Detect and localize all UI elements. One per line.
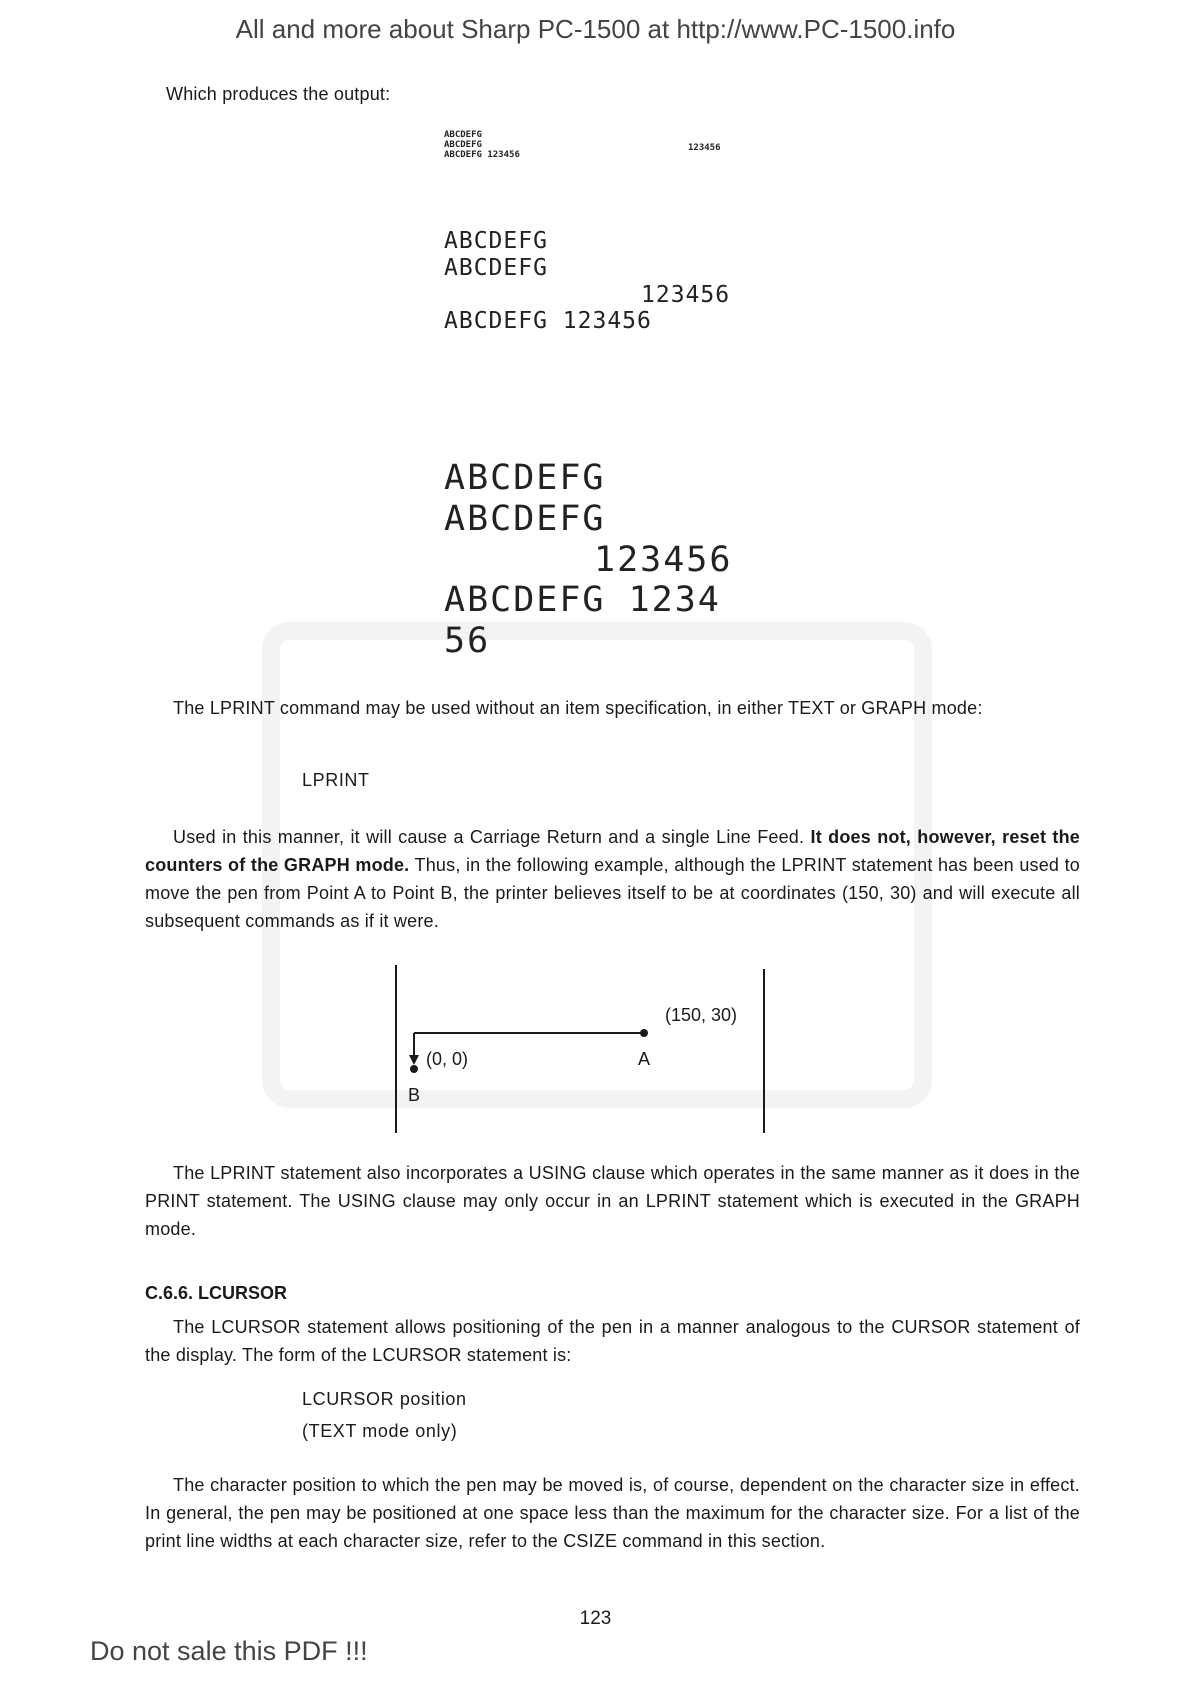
para2-end: Thus, in the following example, although the LPRINT statement has been used to move the pen from Point A to Point B, the printer believes itself to be at coordinates (150, 30) and will execute all subsequent commands as if it were. [145,855,1080,931]
coord-a-label: (150, 30) [665,1005,738,1025]
paragraph-character-position: The character position to which the pen may be moved is, of course, dependent on the character size in effect. In general, the pen may be positioned at one space less than the maximum for the character size. For a list of the print line widths at each character size, refer to the CSIZE command in this section. [145,1475,1080,1551]
header-url: All and more about Sharp PC-1500 at http://www.PC-1500.info [235,14,956,44]
code-lcursor: LCURSOR position [302,1389,467,1409]
output-large-line: ABCDEFG [444,499,606,539]
coord-b-label: (0, 0) [426,1049,469,1069]
section-heading-lcursor: C.6.6. LCURSOR [145,1283,288,1303]
pen-position-diagram [380,965,780,1140]
page-number: 123 [579,1608,612,1629]
arrow-down-icon [409,1055,419,1065]
para2-start: Used in this manner, it will cause a Carriage Return and a single Line Feed. [173,827,805,847]
point-a-label: A [638,1049,651,1069]
output-large-line: ABCDEFG [444,458,606,498]
output-small-line: ABCDEFG [444,140,482,150]
para2-bold: It does not, however, reset the counters of the GRAPH mode. [145,827,1081,875]
output-medium-line: ABCDEFG [444,255,548,281]
intro-text: Which produces the output: [166,84,391,104]
output-small-line: ABCDEFG [444,130,482,140]
point-b-dot [410,1065,418,1073]
point-a-dot [640,1029,648,1037]
output-medium-line: ABCDEFG 123456 [444,308,652,334]
output-large-line: ABCDEFG 1234 [444,580,721,620]
code-lprint: LPRINT [302,770,370,790]
output-small-number: 123456 [688,143,721,153]
output-large-number: 123456 [594,540,733,580]
paragraph-lprint-usage: The LPRINT command may be used without an item specification, in either TEXT or GRAPH mode: [173,698,983,718]
output-large-line: 56 [444,621,491,661]
output-medium-number: 123456 [641,282,731,308]
code-lcursor-note: (TEXT mode only) [302,1421,458,1441]
paragraph-using-clause: The LPRINT statement also incorporates a USING clause which operates in the same manner as it does in the PRINT statement. The USING clause may only occur in an LPRINT statement which is executed in the GRAPH mode. [145,1163,1080,1239]
paragraph-carriage-return [145,823,1080,935]
output-medium-line: ABCDEFG [444,228,548,254]
point-b-label: B [408,1085,421,1105]
paragraph-lcursor-intro: The LCURSOR statement allows positioning of the pen in a manner analogous to the CURSOR statement of the display. The form of the LCURSOR statement is: [145,1317,1080,1365]
footer-note: Do not sale this PDF !!! [90,1636,368,1666]
output-small-line: ABCDEFG 123456 [444,150,520,160]
